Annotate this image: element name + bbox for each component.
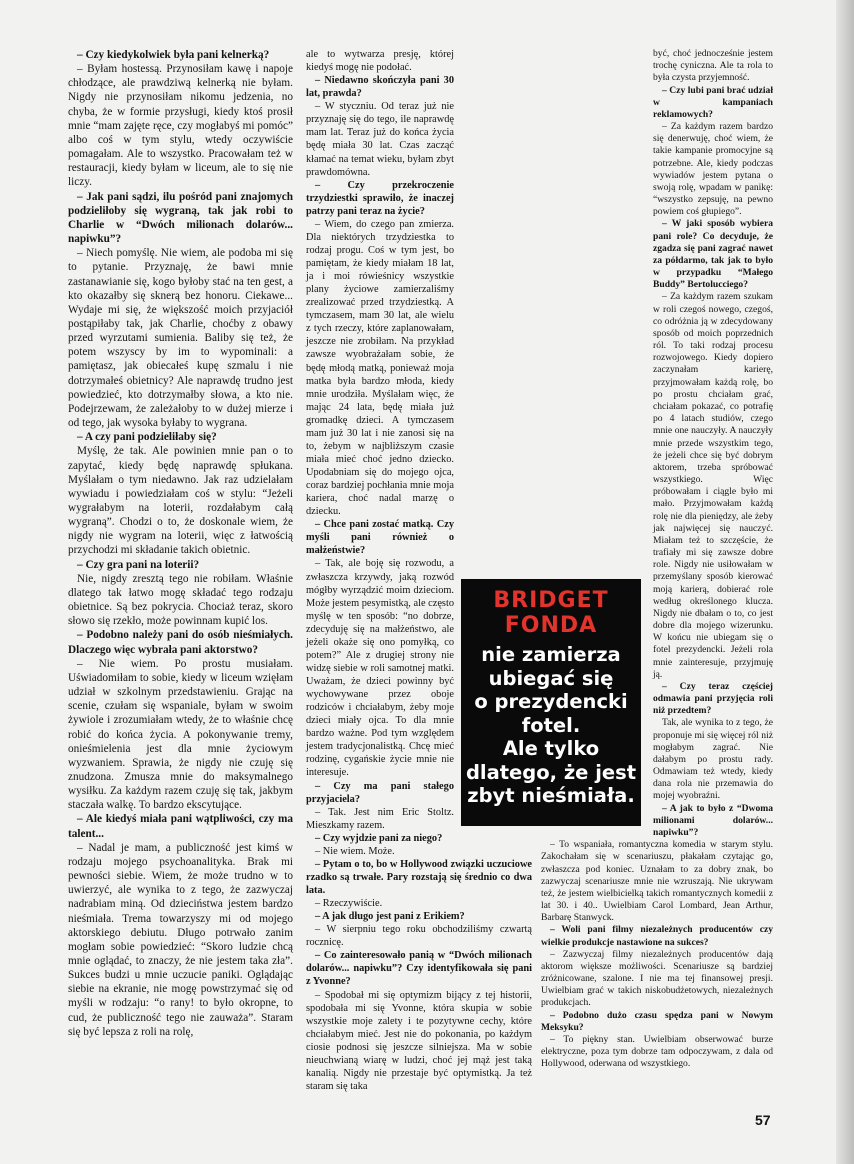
question-paragraph: – Niedawno skończyła pani 30 lat, prawda?: [306, 75, 454, 100]
pull-quote-box: [461, 579, 641, 826]
answer-paragraph: – Niech pomyślę. Nie wiem, ale podoba mi się to pytanie. Przyznaję, że bawi mnie zastanawianie się, kogo byłoby stać na ten gest, a kto okazałby się sknerą bez honoru. Ciekawe... Wydaje mi się, że większość moich przyjaciół postąpiłaby tak, jak Charlie, choćby z obawy przed wyrzutami sumienia. Baliby się też, że potem wszyscy by im to wypominali: a pamiętasz, jak obiecałeś kupę szmalu i nie dotrzymałeś obietnicy? Ale naprawdę trudno jest powiedzieć, kto dotrzymałby słowa, a kto nie. Podejrzewam, że zależałoby to w dużej mierze i od tego, jak wysoka byłaby to wygrana.: [68, 247, 293, 430]
article-column-1: [68, 48, 293, 1039]
page-number: 57: [755, 1112, 771, 1128]
answer-paragraph: – Za każdym razem szukam w roli czegoś nowego, czegoś, co odróżnia ją w zdecydowany sposób od moich poprzednich ról. To taki rodzaj procesu rozwojowego. Kiedy dopiero zaczynałam karierę, przyjmowałam każdą rolę, bo po prostu chciałam grać, chciałam pokazać, co potrafię po 4 latach studiów, czego mnie one nauczyły. A nauczyły mnie przede wszystkim tego, że jeżeli chce się być dobrym aktorem, trzeba spróbować wszystkiego. Więc próbowałam i ciągle było mi mało. Przyjmowałam każdą rolę nie dla pieniędzy, ale żeby jak najwięcej się nauczyć. Miałam też to szczęście, że trafiały mi się zawsze dobre role. Nigdy nie usiłowałam w przemyślany sposób kierować moją karierą, dobierać role według określonego klucza. Nigdy nie dbałam o to, co jest dobre dla mojego wizerunku. W końcu nie ubiegam się o fotel prezydencki. Jeżeli rola mnie zainteresuje, przyjmuję ją.: [653, 291, 773, 680]
question-paragraph: – Podobno należy pani do osób nieśmiałych. Dlaczego więc wybrała pani aktorstwo?: [68, 629, 293, 656]
question-paragraph: – Jak pani sądzi, ilu pośród pani znajomych podzieliłoby się wygraną, tak jak robi to Charlie w “Dwóch milionach dolarów... napiwku”?: [68, 190, 293, 246]
question-paragraph: – Ale kiedyś miała pani wątpliwości, czy ma talent...: [68, 813, 293, 840]
pull-quote-name: [461, 588, 641, 638]
page-fold-shadow: [836, 0, 854, 1164]
pull-quote-line: ubiegać się: [488, 666, 614, 690]
answer-paragraph: ale to wytwarza presję, której kiedyś mogę nie podołać.: [306, 49, 454, 74]
pull-quote-line: nie zamierza: [481, 643, 621, 666]
question-paragraph: – A jak to było z “Dwoma milionami dolarów... napiwku”?: [653, 802, 773, 838]
answer-paragraph: Myślę, że tak. Ale powinien mnie pan o to zapytać, kiedy będę naprawdę spłukana. Myślałam o tym niedawno. Jak raz udzielałam wywiadu i powiedziałam coś w stylu: “Jeżeli wygrałabym na loterii, rozdałabym całą wygraną”. Chodzi o to, że doskonale wiem, że nigdy nie wygram na loterii, więc z łatwością przychodzi mi składanie takich obietnic.: [68, 445, 293, 557]
pull-quote-text: [461, 643, 641, 808]
answer-paragraph: – Byłam hostessą. Przynosiłam kawę i napoje chłodzące, ale prawdziwą kelnerką nie byłam. Nigdy nie przynosiłam nikomu jedzenia, no chyba, że w formie przysługi, kiedy ktoś prosił mnie “mam zajęte ręce, czy mogłabyś mi pomóc” albo coś w tym stylu, wtedy oczywiście pomagałam. Ale to wszystko. Pracowałam też w restauracji, kiedy byłam w liceum, ale to się nie liczy.: [68, 63, 293, 189]
question-paragraph: – Czy ma pani stałego przyjaciela?: [306, 780, 454, 805]
answer-paragraph: – W styczniu. Od teraz już nie przyznaję się do tego, ile naprawdę mam lat. Teraz już do końca życia będę miała 30 lat. Czas zacząć kłamać na temat wieku, byłam zbyt prawdomówna.: [306, 101, 454, 178]
question-paragraph: – Woli pani filmy niezależnych producentów czy wielkie produkcje nastawione na sukces?: [541, 924, 773, 948]
pull-quote-line: zbyt nieśmiała.: [467, 784, 635, 807]
question-paragraph: – W jaki sposób wybiera pani role? Co decyduje, że zgadza się pani zagrać nawet za półdarmo, tak jak to było w przypadku “Małego Buddy” Bertolucciego?: [653, 218, 773, 291]
answer-paragraph: Nie, nigdy zresztą tego nie robiłam. Właśnie dlatego tak łatwo mogę składać tego rodzaju obietnice. Są bez pokrycia. Chociaż teraz, skoro słowo się rzekło, może powinnam kupić los.: [68, 572, 293, 628]
question-paragraph: – A czy pani podzieliłaby się?: [77, 431, 217, 444]
answer-paragraph: – Tak. Jest nim Eric Stoltz. Mieszkamy razem.: [306, 806, 454, 831]
answer-paragraph: – To piękny stan. Uwielbiam obserwować burze elektryczne, poza tym dobrze tam odpoczywam, z dala od Hollywood, oderwana od wszystkiego.: [541, 1033, 773, 1070]
question-paragraph: – Czy kiedykolwiek była pani kelnerką?: [77, 49, 270, 61]
pull-quote-name-line: BRIDGET: [493, 588, 609, 613]
question-paragraph: – Podobno dużo czasu spędza pani w Nowym Meksyku?: [541, 1009, 773, 1033]
question-paragraph: – Czy wyjdzie pani za niego?: [315, 832, 443, 844]
pull-quote-line: Ale tylko: [502, 737, 600, 760]
question-paragraph: – Czy lubi pani brać udział w kampaniach reklamowych?: [653, 84, 773, 120]
answer-paragraph: – Za każdym razem bardzo się denerwuję, choć wiem, że takie kampanie promocyjne są potrzebne. Ale, kiedy podczas wywiadów jestem pytana o swoją rolę, wpadam w panikę: “wszystko zepsuję, na pewno powiem coś głupiego”.: [653, 121, 773, 218]
answer-paragraph: – To wspaniała, romantyczna komedia w starym stylu. Zakochałam się w scenariuszu, płakałam czytając go, zwłaszcza pod koniec. Uznałam to za dobry znak, bo zazwyczaj scenariusze mnie nie wzruszają. Nie ukrywam też, że jestem wielbicielką takich romantycznych komedii z lat 30. i 40.. Uwielbiam Carol Lombard, Jean Arthur, Barbarę Stanwyck.: [541, 839, 773, 924]
pull-quote-name-line: FONDA: [504, 613, 598, 638]
answer-paragraph: – W sierpniu tego roku obchodziliśmy czwartą rocznicę.: [306, 924, 532, 949]
question-paragraph: – A jak długo jest pani z Erikiem?: [315, 911, 465, 923]
article-column-3: [541, 48, 773, 1070]
question-paragraph: – Co zainteresowało panią w “Dwóch milionach dolarów... napiwku”? Czy identyfikowała się pani z Yvonne?: [306, 950, 532, 988]
answer-paragraph: – Spodobał mi się optymizm bijący z tej historii, spodobała mi się Yvonne, która skupia w sobie wszystkie moje zalety i te pozytywne cechy, które chciałabym mieć. Jest nie do pokonania, po każdym ciosie podnosi się jeszcze silniejsza. Ma w sobie nieuchwianą wiarę w ludzi, choć jej mąż jest taką kanalią. Nigdy nie przestaje być optymistką. Ja też staram się taka: [306, 989, 532, 1092]
answer-paragraph: – Wiem, do czego pan zmierza. Dla niektórych trzydziestka to rodzaj progu. Coś w tym jest, bo pamiętam, że kiedy miałam 18 lat, ja i moi rówieśnicy wszystkie plany życiowe zamierzaliśmy zrealizować przed trzydziestką. A tymczasem, mam 30 lat, ale wielu z tych rzeczy, które zaplanowałam, jeszcze nie zrobiłam. Na przykład zawsze wyobrażałam sobie, że będę młodą matką, ponieważ moja matka była bardzo młoda, kiedy mnie urodziła. Myślałam więc, że mając 24 lata, będę miała już gromadkę dzieci. A tymczasem mam już 30 lat i nie zanosi się na to, żebym w najbliższym czasie miała mieć choć jedno dziecko. Upodabniam się do mojego ojca, coraz bardziej pochłania mnie moja kariera, choć nadal marzę o dziecku.: [306, 218, 454, 518]
article-column-2: [306, 48, 532, 1093]
question-paragraph: – Czy przekroczenie trzydziestki sprawiło, że inaczej patrzy pani teraz na życie?: [306, 179, 454, 217]
answer-paragraph: – Nadal je mam, a publiczność jest kimś w rodzaju mojego psychoanalityka. Brak mi pewności siebie. Wiem, że może trudno w to uwierzyć, ale wynika to z tego, że zazwyczaj nadrabiam miną. Od dzieciństwa jestem bardzo nieśmiała. Trema towarzyszy mi od mojego aktorskiego debiutu. Długo potrwało zanim mogłam sobie powiedzieć: “Skoro ludzie chcą mnie oglądać, to znaczy, że nie jestem taka zła”. Sukces budzi u mnie uczucie paniki. Oglądając siebie na ekranie, nie mogę powstrzymać się od myśli w rodzaju: “o rany! to było okropne, to cud, że publiczność tego nie zauważa”. Staram się być lepsza z roli na rolę,: [68, 841, 293, 1038]
answer-paragraph: – Nie wiem. Może.: [315, 845, 395, 857]
question-paragraph: – Czy teraz częściej odmawia pani przyjęcia roli niż przedtem?: [653, 680, 773, 717]
answer-paragraph: – Nie wiem. Po prostu musiałam. Uświadomiłam to sobie, kiedy w liceum wzięłam udział w szkolnym przedstawieniu. Grając na scenie, czułam się wspaniale, byłam w swoim żywiole i zrozumiałam wtedy, że to właśnie chcę robić do końca życia. A pokonywanie tremy, onieśmielenia jest dla mnie życiowym wyzwaniem. Sprawia, że nigdy nie czuję się znudzona. Zmusza mnie do maksymalnego wysiłku. Za każdym razem czuję się tak, jakbym staczała walkę. To bardzo ekscytujące.: [68, 657, 293, 812]
answer-paragraph: Tak, ale wynika to z tego, że proponuje mi się więcej ról niż mogłabym zagrać. Nie dałabym po prostu rady. Odmawiam też wtedy, kiedy dana rola nie przemawia do mojej wyobraźni.: [653, 717, 773, 802]
question-paragraph: – Chce pani zostać matką. Czy myśli pani również o małżeństwie?: [306, 519, 454, 557]
pull-quote-line: o prezydencki: [474, 690, 628, 713]
question-paragraph: – Czy gra pani na loterii?: [77, 558, 200, 571]
question-paragraph: – Pytam o to, bo w Hollywood związki uczuciowe rzadko są trwałe. Pary rozstają się średnio co dwa lata.: [306, 858, 532, 896]
pull-quote-line: fotel.: [521, 713, 581, 737]
answer-paragraph: – Zazwyczaj filmy niezależnych producentów dają aktorom większe możliwości. Scenariusze są bardziej zróżnicowane, szalone. I nie ma tej finansowej presji. Uwielbiam grać w takich niskobudżetowych, niezależnych produkcjach.: [541, 948, 773, 1009]
answer-paragraph: – Tak, ale boję się rozwodu, a zwłaszcza krzywdy, jaką rozwód mógłby wyrządzić moim dzieciom. Może jestem pesymistką, ale często myślę w ten sposób: “no dobrze, zdecyduję się na małżeństwo, ale jeżeli okaże się ono pomyłką, co potem?” Ale z drugiej strony nie widzę siebie w roli samotnej matki. Uważam, że dzieci powinny być wychowywane przez oboje rodziców i chciałabym, żeby moje dzieci miały ojca. To dla mnie bardzo ważne. Pod tym względem jestem tradycjonalistką. Chcę mieć rodzinę, cygańskie życie mnie nie interesuje.: [306, 558, 454, 779]
answer-paragraph: być, choć jednocześnie jestem trochę cyniczna. Ale ta rola to była czysta przyjemność.: [653, 48, 773, 84]
answer-paragraph: – Rzeczywiście.: [315, 898, 383, 910]
pull-quote-line: dlatego, że jest: [465, 760, 637, 784]
